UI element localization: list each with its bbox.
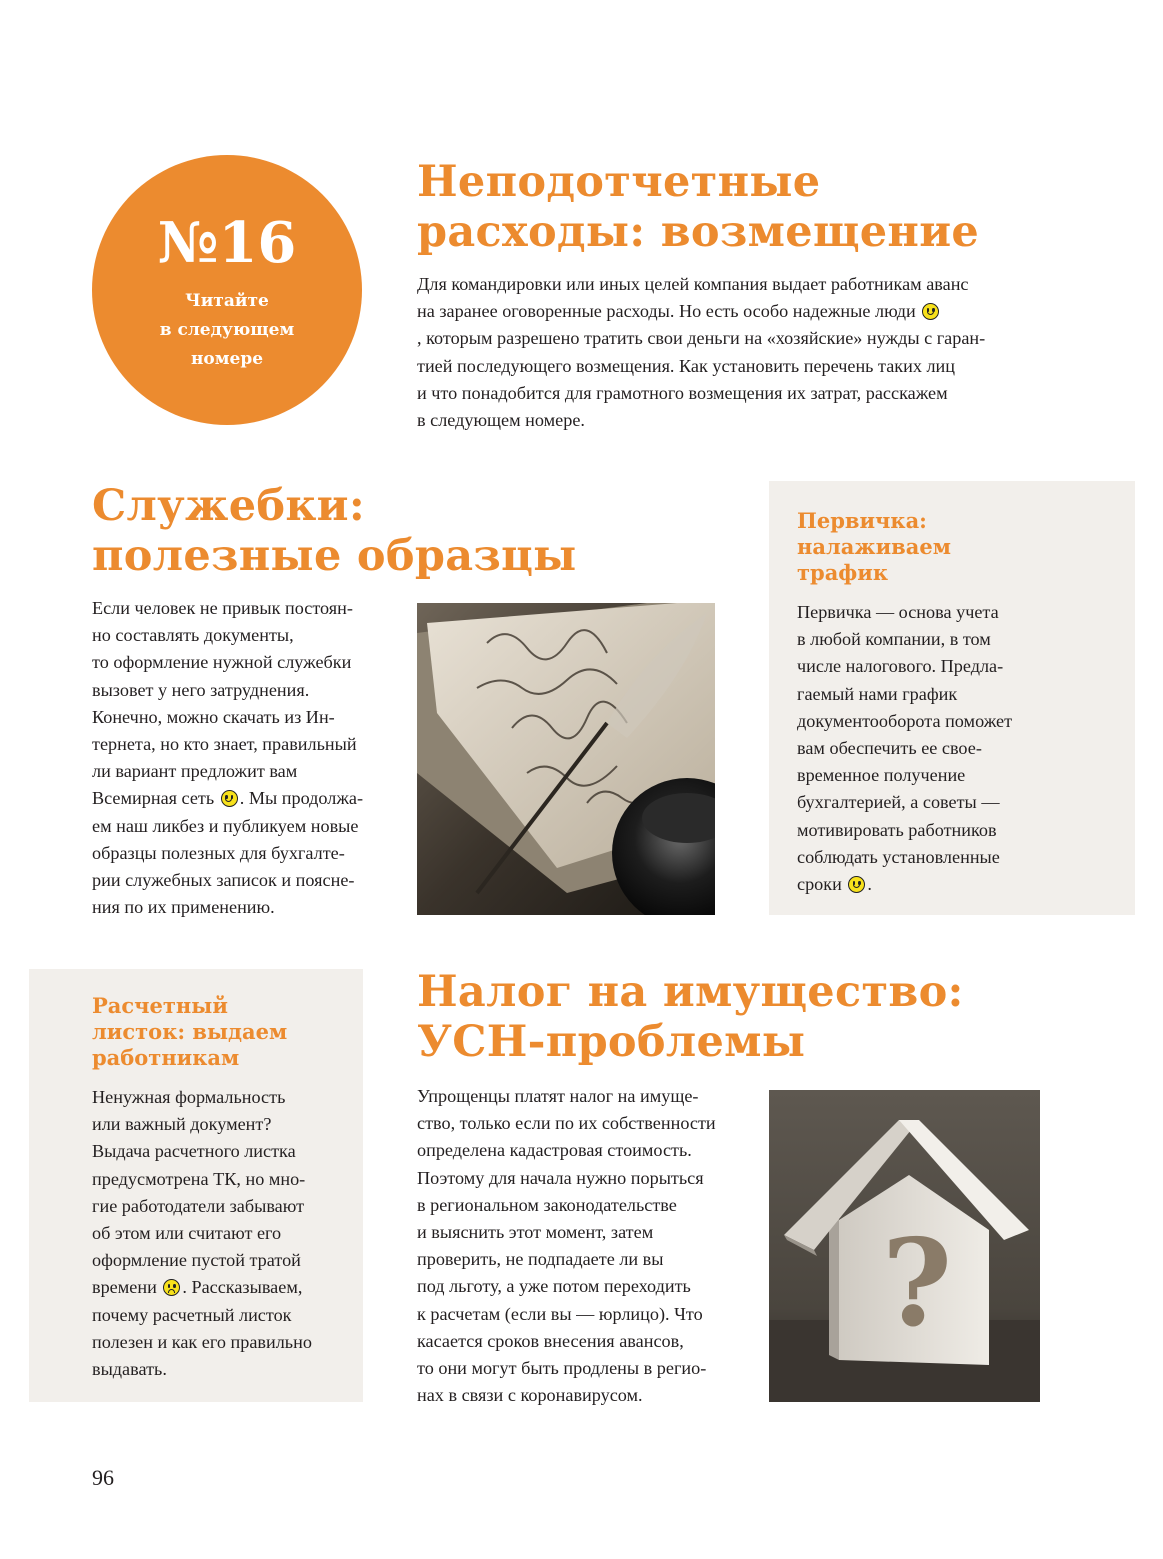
body-text: . Мы продолжа- xyxy=(239,788,364,809)
body-line: вам обеспечить ее свое- xyxy=(797,738,982,759)
title-line: Служебки: xyxy=(92,481,366,531)
body-line: но составлять документы, xyxy=(92,625,294,646)
article-body xyxy=(797,599,1012,898)
body-line: Для командировки или иных целей компания выдает работникам аванс xyxy=(417,274,969,294)
title-line: Первичка: xyxy=(797,508,927,533)
body-line: касается сроков внесения авансов, xyxy=(417,1330,684,1351)
body-text: на заранее оговоренные расходы. Но есть особо надежные люди xyxy=(417,301,916,322)
badge-caption-line: Читайте xyxy=(185,291,269,311)
body-line: определена кадастровая стоимость. xyxy=(417,1140,692,1161)
body-line xyxy=(92,1274,312,1301)
body-line: проверить, не подпадаете ли вы xyxy=(417,1249,664,1270)
body-line: Если человек не привык постоян- xyxy=(92,598,353,618)
badge-caption-line: в следующем xyxy=(159,320,295,340)
article-title xyxy=(417,967,964,1067)
title-line: Расчетный xyxy=(92,993,228,1018)
body-line: временное получение xyxy=(797,765,966,786)
body-line: тией последующего возмещения. Как установить перечень таких лиц xyxy=(417,355,956,376)
badge-caption-line: номере xyxy=(190,349,264,369)
body-text: сроки xyxy=(797,874,842,895)
smiley-sad-icon xyxy=(163,1279,180,1296)
body-text: времени xyxy=(92,1277,157,1298)
body-line: гаемый нами график xyxy=(797,683,958,704)
title-line: полезные образцы xyxy=(92,531,577,581)
article-body xyxy=(417,271,985,434)
badge-caption xyxy=(92,287,362,374)
title-line: Налог на имущество: xyxy=(417,967,964,1017)
smiley-happy-icon xyxy=(221,790,238,807)
article-title xyxy=(797,508,1012,586)
body-line: мотивировать работников xyxy=(797,819,997,840)
body-line: тернета, но кто знает, правильный xyxy=(92,734,357,755)
body-line: Первичка — основа учета xyxy=(797,602,999,622)
body-line xyxy=(417,298,985,325)
body-line: под льготу, а уже потом переходить xyxy=(417,1276,691,1297)
issue-badge xyxy=(92,155,362,425)
body-line: к расчетам (если вы — юрлицо). Что xyxy=(417,1303,703,1324)
article-title xyxy=(92,481,577,581)
article-payslip-box xyxy=(29,969,363,1402)
body-line: в любой компании, в том xyxy=(797,629,991,650)
article-body xyxy=(92,1084,312,1383)
body-line: или важный документ? xyxy=(92,1114,272,1135)
house-question-photo xyxy=(769,1090,1040,1402)
letter-quill-photo xyxy=(417,603,715,915)
body-line: ство, только если по их собственности xyxy=(417,1113,716,1134)
page-number: 96 xyxy=(92,1465,114,1490)
title-line: трафик xyxy=(797,560,888,585)
body-line: выдавать. xyxy=(92,1359,167,1380)
body-line: документооборота поможет xyxy=(797,710,1013,731)
body-line: оформление пустой тратой xyxy=(92,1250,301,1271)
body-line: образцы полезных для бухгалте- xyxy=(92,842,345,863)
body-line: гие работодатели забывают xyxy=(92,1195,305,1216)
body-line: ния по их применению. xyxy=(92,897,275,918)
body-line: об этом или считают его xyxy=(92,1223,282,1244)
body-text: . xyxy=(867,874,872,895)
body-line xyxy=(797,871,1012,898)
article-unaccountable-expenses xyxy=(417,157,985,434)
title-line: налаживаем xyxy=(797,534,951,559)
body-line: ем наш ликбез и публикуем новые xyxy=(92,815,359,836)
smiley-happy-icon xyxy=(848,876,865,893)
article-title xyxy=(417,157,985,257)
body-line: рии служебных записок и поясне- xyxy=(92,870,355,891)
body-line: то они могут быть продлены в регио- xyxy=(417,1358,707,1379)
body-line: Упрощенцы платят налог на имуще- xyxy=(417,1086,699,1106)
body-line: в региональном законодательстве xyxy=(417,1194,677,1215)
svg-text:?: ? xyxy=(881,1213,953,1354)
body-line: полезен и как его правильно xyxy=(92,1331,312,1352)
body-line: Конечно, можно скачать из Ин- xyxy=(92,706,335,727)
body-text: . Рассказываем, xyxy=(182,1277,303,1298)
body-line: соблюдать установленные xyxy=(797,846,1000,867)
title-line: Неподотчетные xyxy=(417,157,821,207)
body-line: Выдача расчетного листка xyxy=(92,1141,296,1162)
body-line: нах в связи с коронавирусом. xyxy=(417,1385,643,1406)
body-line: и что понадобится для грамотного возмещения их затрат, расскажем xyxy=(417,382,948,403)
body-line: , которым разрешено тратить свои деньги на «хозяйские» нужды с гаран- xyxy=(417,328,986,349)
body-line: почему расчетный листок xyxy=(92,1304,292,1325)
body-line: Поэтому для начала нужно порыться xyxy=(417,1167,704,1188)
body-line: и выяснить этот момент, затем xyxy=(417,1222,654,1243)
title-line: УСН-проблемы xyxy=(417,1017,806,1067)
title-line: работникам xyxy=(92,1045,240,1070)
body-line: вызовет у него затруднения. xyxy=(92,679,310,700)
body-line: ли вариант предложит вам xyxy=(92,761,298,782)
body-line: то оформление нужной служебки xyxy=(92,652,352,673)
issue-number: №16 xyxy=(157,210,297,276)
body-line: числе налогового. Предла- xyxy=(797,656,1004,677)
body-line: в следующем номере. xyxy=(417,410,585,431)
body-text: Всемирная сеть xyxy=(92,788,215,809)
article-primary-docs-box xyxy=(769,481,1135,915)
title-line: листок: выдаем xyxy=(92,1019,288,1044)
body-line: бухгалтерией, а советы — xyxy=(797,792,1000,813)
body-line: Ненужная формальность xyxy=(92,1087,286,1107)
title-line: расходы: возмещение xyxy=(417,207,980,257)
body-line: предусмотрена ТК, но мно- xyxy=(92,1168,306,1189)
smiley-happy-icon xyxy=(922,303,939,320)
article-title xyxy=(92,993,312,1071)
